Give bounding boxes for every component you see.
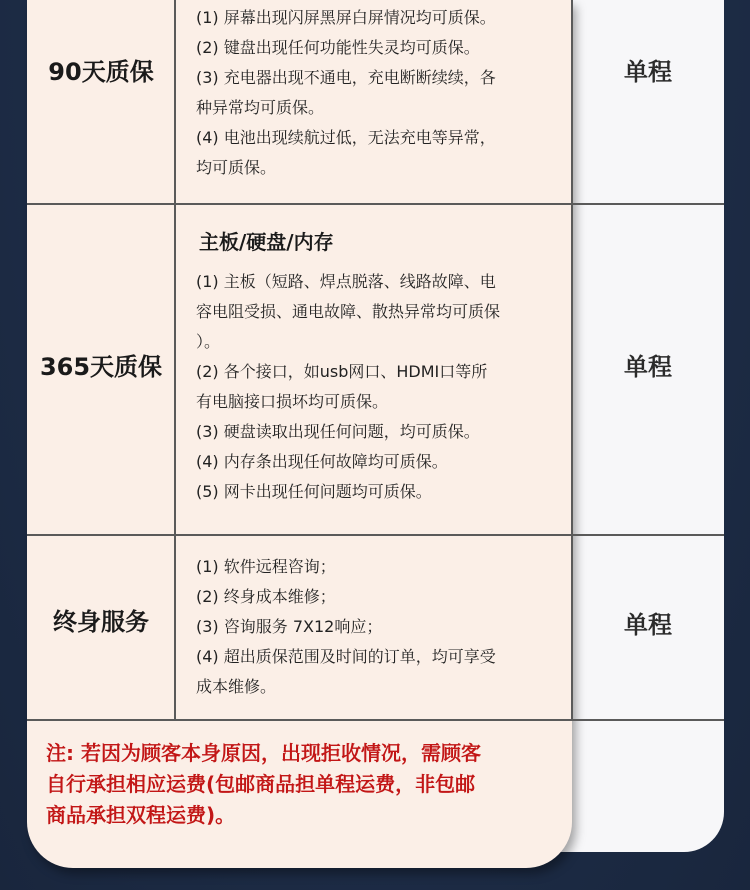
- shipping-column-card: [560, 0, 724, 852]
- detail-line: (2) 终身成本维修；: [196, 587, 336, 606]
- shipping-type-90: 单程: [624, 58, 672, 86]
- note-line: 自行承担相应运费(包邮商品担单程运费，非包邮: [46, 772, 476, 796]
- note-line: 商品承担双程运费)。: [46, 803, 236, 827]
- warranty-period-lifetime: 终身服务: [53, 608, 149, 636]
- detail-line: 均可质保。: [196, 158, 277, 177]
- detail-line: 种异常均可质保。: [196, 98, 325, 117]
- detail-line: (2) 各个接口，如usb网口、HDMI口等所: [196, 362, 488, 381]
- detail-line: (1) 屏幕出现闪屏黑屏白屏情况均可质保。: [196, 8, 496, 27]
- shipping-type-365: 单程: [624, 353, 672, 381]
- warranty-details-90: [196, 3, 561, 183]
- detail-line: (4) 内存条出现任何故障均可质保。: [196, 452, 448, 471]
- detail-line: (3) 咨询服务 7X12响应；: [196, 617, 383, 636]
- detail-line: (4) 电池出现续航过低，无法充电等异常，: [196, 128, 496, 147]
- row-divider: [27, 203, 724, 205]
- detail-line: (1) 主板（短路、焊点脱落、线路故障、电: [196, 272, 496, 291]
- warranty-details-lifetime: [196, 552, 561, 702]
- row-divider: [27, 719, 724, 721]
- shipping-note: [46, 738, 561, 831]
- note-line: 注: 若因为顾客本身原因，出现拒收情况，需顾客: [46, 741, 481, 765]
- detail-line: 容电阻受损、通电故障、散热异常均可质保: [196, 302, 501, 321]
- detail-line: 成本维修。: [196, 677, 277, 696]
- detail-line: ）。: [196, 332, 221, 351]
- detail-line: (2) 键盘出现任何功能性失灵均可质保。: [196, 38, 480, 57]
- detail-line: (5) 网卡出现任何问题均可质保。: [196, 482, 432, 501]
- section-title-hardware: 主板/硬盘/内存: [199, 230, 334, 254]
- detail-line: (3) 充电器出现不通电，充电断断续续，各: [196, 68, 496, 87]
- warranty-period-365: 365天质保: [39, 353, 163, 381]
- shipping-type-lifetime: 单程: [624, 611, 672, 639]
- warranty-details-365: [196, 267, 561, 507]
- warranty-period-90: 90天质保: [48, 58, 154, 86]
- row-divider: [27, 534, 724, 536]
- detail-line: 有电脑接口损坏均可质保。: [196, 392, 389, 411]
- detail-line: (1) 软件远程咨询；: [196, 557, 336, 576]
- detail-line: (4) 超出质保范围及时间的订单，均可享受: [196, 647, 496, 666]
- detail-line: (3) 硬盘读取出现任何问题，均可质保。: [196, 422, 480, 441]
